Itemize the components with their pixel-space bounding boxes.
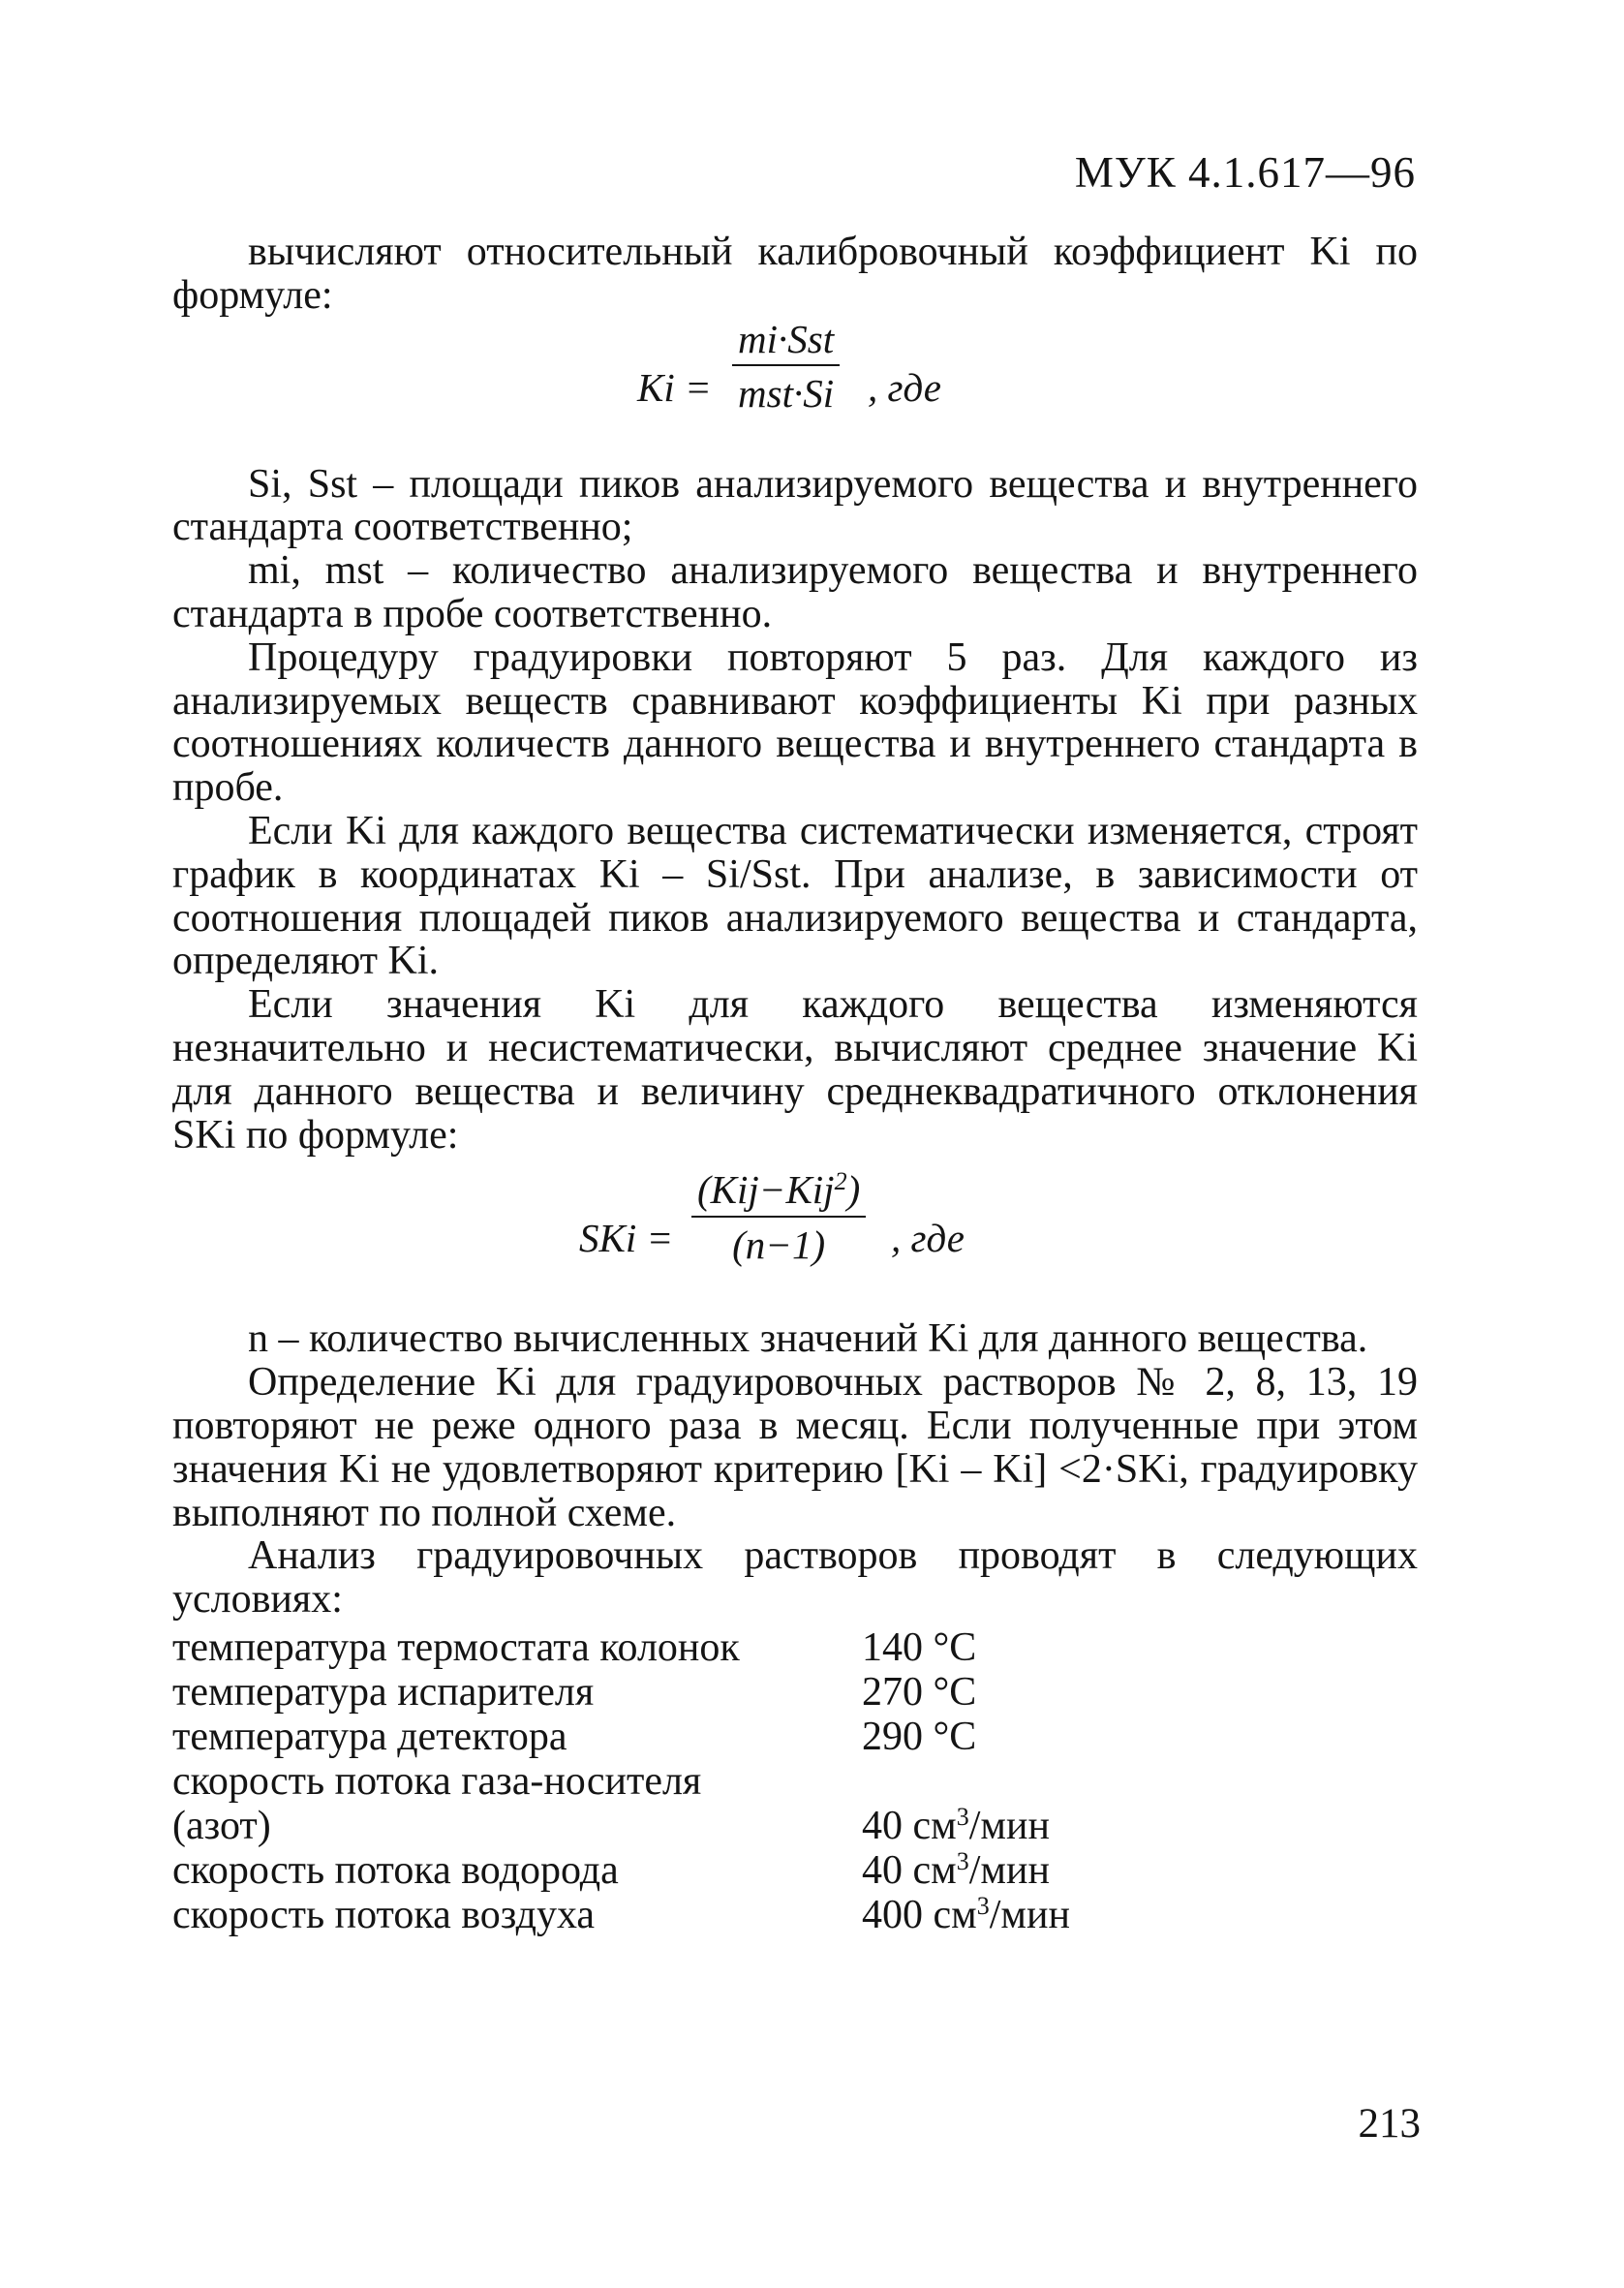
condition-label: скорость потока водорода bbox=[172, 1847, 619, 1893]
paragraph-nonsystematic-change: Если значения Ki для каждого вещества изменяются незначительно и несистематически, вычисляют среднее значение Ki для данного вещества и величину среднеквадратичного отклонения SKi по формуле: bbox=[172, 982, 1418, 1158]
formula-ski-denominator: (n−1) bbox=[691, 1216, 866, 1267]
condition-value: 400 $см^3$/мин bbox=[862, 1891, 1070, 1937]
paragraph-systematic-change: Если Ki для каждого вещества систематически изменяется, строят график в координатах Ki – Si/Sst. При анализе, в зависимости от соотношения площадей пиков анализируемого вещества и стандарта, определяют Ki. bbox=[172, 808, 1418, 984]
intro-paragraph: вычисляют относительный калибровочный коэффициент Ki по формуле: bbox=[172, 230, 1418, 318]
conditions-table bbox=[172, 1625, 1070, 1937]
table-row bbox=[172, 1625, 1070, 1670]
condition-label: скорость потока газа-носителя (азот) bbox=[172, 1758, 702, 1848]
formula-ki-numerator: mi·Sst bbox=[738, 316, 835, 361]
page-content bbox=[172, 231, 1418, 1937]
table-row bbox=[172, 1893, 1070, 1937]
condition-value: 40 $см^3$/мин bbox=[862, 1846, 1050, 1893]
formula-ki-lhs: Ki = bbox=[637, 364, 712, 410]
definition-mi-mst: mi, mst – количество анализируемого вещества и внутреннего стандарта в пробе соответственно. bbox=[172, 548, 1418, 636]
formula-ski-lhs: SKi = bbox=[579, 1216, 674, 1261]
condition-value: 290 °С bbox=[862, 1714, 977, 1759]
table-row bbox=[172, 1715, 1070, 1759]
condition-label: температура детектора bbox=[172, 1714, 567, 1759]
condition-value: 270 °С bbox=[862, 1669, 977, 1715]
formula-ki bbox=[172, 318, 1418, 463]
table-row bbox=[172, 1759, 1070, 1848]
table-row bbox=[172, 1670, 1070, 1715]
table-row bbox=[172, 1848, 1070, 1893]
definition-si-sst: Si, Sst – площади пиков анализируемого вещества и внутреннего стандарта соответственно; bbox=[172, 461, 1418, 550]
formula-ski bbox=[172, 1162, 1418, 1317]
formula-ki-where: , где bbox=[868, 364, 941, 410]
definition-n: n – количество вычисленных значений Ki для данного вещества. bbox=[248, 1316, 1368, 1362]
condition-value: 140 °С bbox=[862, 1624, 977, 1670]
condition-label: скорость потока воздуха bbox=[172, 1892, 596, 1937]
formula-ski-numerator: (Kij−Kij$^2$) bbox=[697, 1167, 861, 1213]
paragraph-analysis-conditions: Анализ градуировочных растворов проводят в следующих условиях: bbox=[172, 1533, 1418, 1623]
formula-ski-fraction bbox=[691, 1168, 866, 1267]
page-number: 213 bbox=[1358, 2101, 1421, 2147]
condition-label: температура термостата колонок bbox=[172, 1624, 740, 1670]
paragraph-monthly-check: Определение Ki для градуировочных растворов № 2, 8, 13, 19 повторяют не реже одного раза в месяц. Если полученные при этом значения Ki не удовлетворяют критерию [Ki – Ki] <2·SKi, градуировку выполняют по полной схеме. bbox=[172, 1360, 1418, 1535]
document-code-header: МУК 4.1.617—96 bbox=[1074, 148, 1416, 197]
formula-ki-fraction bbox=[732, 318, 840, 417]
formula-ski-where: , где bbox=[891, 1216, 965, 1261]
formula-ki-denominator: mst·Si bbox=[732, 364, 840, 416]
condition-label: температура испарителя bbox=[172, 1669, 595, 1715]
paragraph-repeat-calibration: Процедуру градуировки повторяют 5 раз. Для каждого из анализируемых веществ сравнивают коэффициенты Ki при разных соотношениях количеств данного вещества и внутреннего стандарта в пробе. bbox=[172, 634, 1418, 811]
condition-value: 40 $см^3$/мин bbox=[862, 1802, 1050, 1848]
